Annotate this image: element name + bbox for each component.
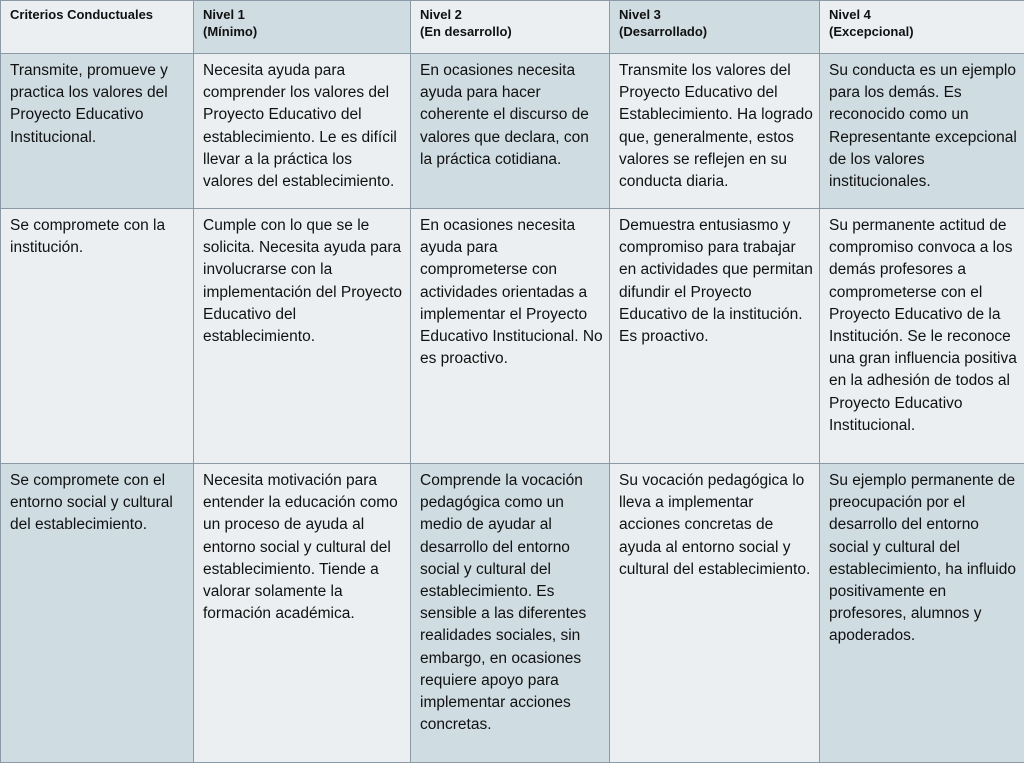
- header-level-1: [194, 1, 411, 54]
- level-4-cell: Su ejemplo permanente de preocupación por el desarrollo del entorno social y cultural del establecimiento, ha influido positivamente en profesores, alumnos y apoderados.: [820, 464, 1024, 763]
- header-row: [1, 1, 1024, 54]
- header-level-4-subtitle: (Excepcional): [829, 24, 914, 39]
- header-level-2-subtitle: (En desarrollo): [420, 24, 512, 39]
- header-level-2-title: Nivel 2: [420, 7, 462, 22]
- level-2-cell: En ocasiones necesita ayuda para hacer coherente el discurso de valores que declara, con la práctica cotidiana.: [411, 54, 610, 209]
- level-1-cell: Cumple con lo que se le solicita. Necesita ayuda para involucrarse con la implementación del Proyecto Educativo del establecimiento.: [194, 209, 411, 464]
- level-1-cell: Necesita motivación para entender la educación como un proceso de ayuda al entorno social y cultural del establecimiento. Tiende a valorar solamente la formación académica.: [194, 464, 411, 763]
- criteria-cell: Se compromete con el entorno social y cultural del establecimiento.: [1, 464, 194, 763]
- level-4-cell: Su permanente actitud de compromiso convoca a los demás profesores a comprometerse con el Proyecto Educativo de la Institución. Se le reconoce una gran influencia positiva en la adhesión de todos al Proyecto Educativo Institucional.: [820, 209, 1024, 464]
- criteria-cell: Se compromete con la institución.: [1, 209, 194, 464]
- level-3-cell: Su vocación pedagógica lo lleva a implementar acciones concretas de ayuda al entorno social y cultural del establecimiento.: [610, 464, 820, 763]
- criteria-cell: Transmite, promueve y practica los valores del Proyecto Educativo Institucional.: [1, 54, 194, 209]
- level-1-cell: Necesita ayuda para comprender los valores del Proyecto Educativo del establecimiento. Le es difícil llevar a la práctica los valores del establecimiento.: [194, 54, 411, 209]
- table-row: [1, 54, 1024, 209]
- level-3-cell: Transmite los valores del Proyecto Educativo del Establecimiento. Ha logrado que, generalmente, estos valores se reflejen en su conducta diaria.: [610, 54, 820, 209]
- header-level-3: [610, 1, 820, 54]
- header-level-1-title: Nivel 1: [203, 7, 245, 22]
- table-row: [1, 464, 1024, 763]
- level-2-cell: Comprende la vocación pedagógica como un medio de ayudar al desarrollo del entorno social y cultural del establecimiento. Es sensible a las diferentes realidades sociales, sin embargo, en ocasiones requiere apoyo para implementar acciones concretas.: [411, 464, 610, 763]
- level-2-cell: En ocasiones necesita ayuda para comprometerse con actividades orientadas a implementar el Proyecto Educativo Institucional. No es proactivo.: [411, 209, 610, 464]
- header-level-1-subtitle: (Mínimo): [203, 24, 258, 39]
- level-4-cell: Su conducta es un ejemplo para los demás. Es reconocido como un Representante excepcional de los valores institucionales.: [820, 54, 1024, 209]
- header-criteria: [1, 1, 194, 54]
- header-level-3-subtitle: (Desarrollado): [619, 24, 708, 39]
- header-level-2: [411, 1, 610, 54]
- header-criteria-label: Criterios Conductuales: [10, 7, 154, 22]
- header-level-4: [820, 1, 1024, 54]
- header-level-3-title: Nivel 3: [619, 7, 661, 22]
- level-3-cell: Demuestra entusiasmo y compromiso para trabajar en actividades que permitan difundir el Proyecto Educativo de la institución. Es proactivo.: [610, 209, 820, 464]
- header-level-4-title: Nivel 4: [829, 7, 871, 22]
- table-row: [1, 209, 1024, 464]
